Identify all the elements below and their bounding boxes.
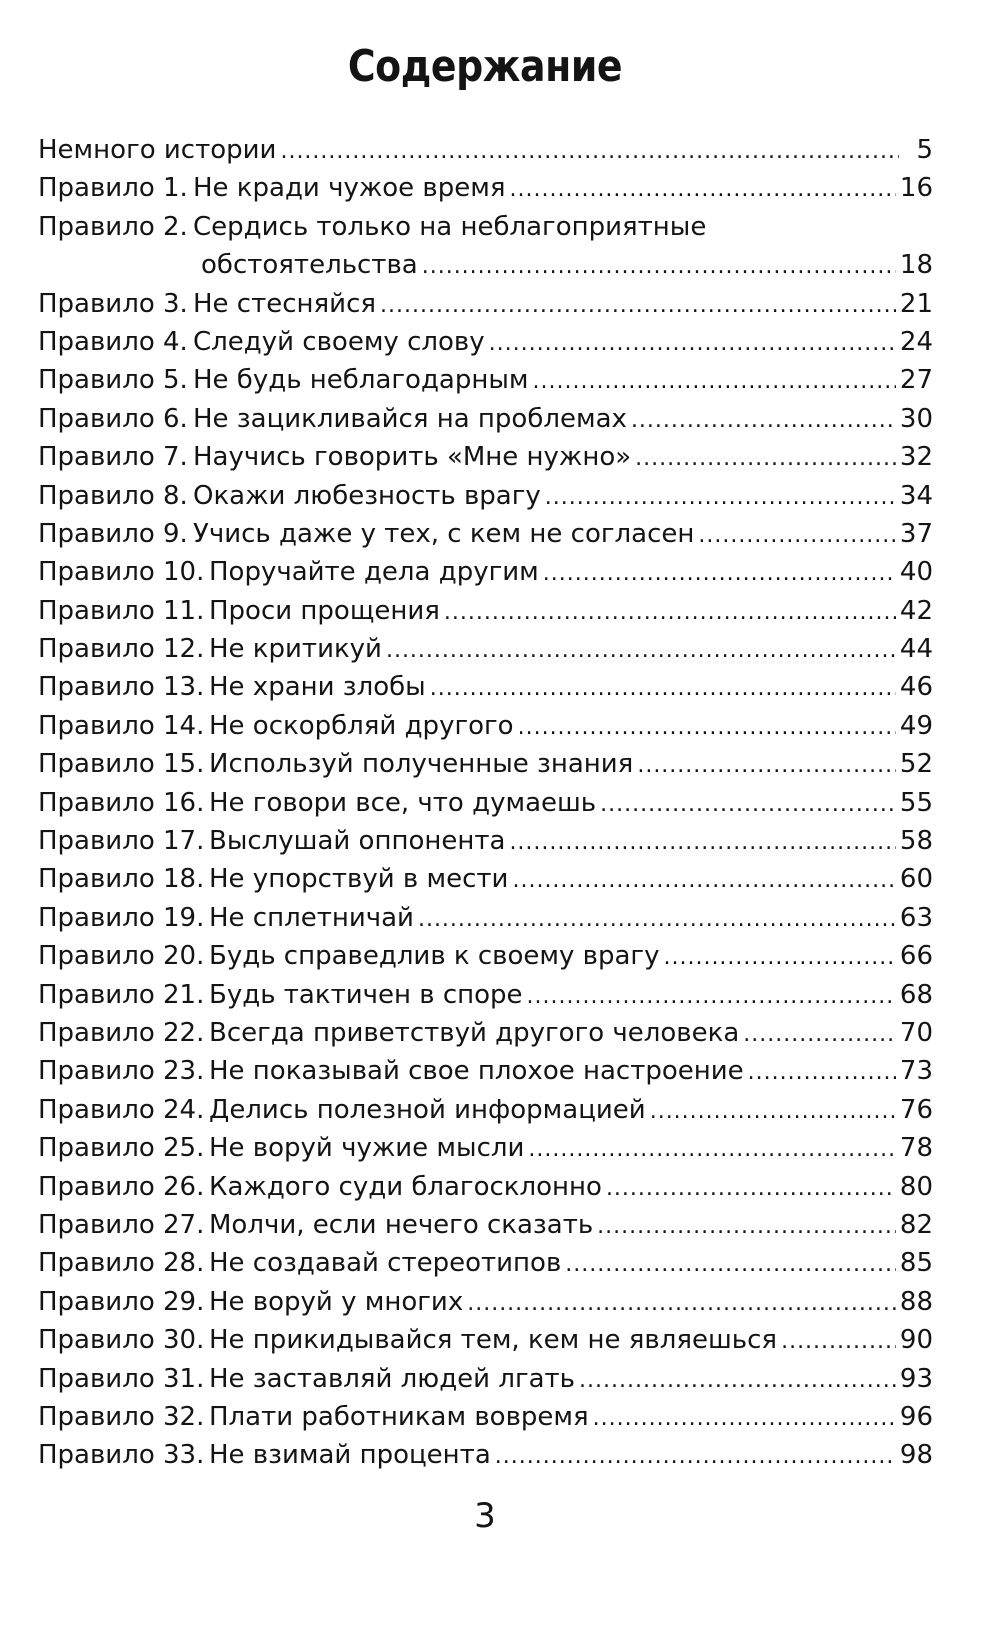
leader-dots — [600, 786, 896, 824]
toc-entry-text: Не храни злобы — [209, 672, 426, 703]
leader-dots — [509, 824, 895, 862]
leader-dots — [518, 709, 896, 747]
toc-entry — [38, 1436, 933, 1474]
leader-dots — [663, 939, 895, 977]
leader-dots — [545, 479, 896, 517]
toc-entry-text: Не стесняйся — [193, 288, 377, 319]
toc-entry-text: Будь тактичен в споре — [209, 979, 523, 1010]
leader-dots — [533, 363, 896, 401]
leader-dots — [748, 1054, 896, 1092]
rule-number: Правило 21. — [38, 979, 205, 1010]
leader-dots — [444, 594, 896, 632]
toc-entry-page: 30 — [899, 403, 933, 434]
leader-dots — [380, 287, 896, 325]
rule-number: Правило 6. — [38, 403, 188, 434]
leader-dots — [528, 1131, 896, 1169]
toc-entry-text: Делись полезной информацией — [209, 1094, 646, 1125]
rule-number: Правило 23. — [38, 1056, 205, 1087]
toc-entry-page: 21 — [899, 288, 933, 319]
toc-entry-text: Следуй своему слову — [193, 326, 485, 357]
toc-entry-page: 46 — [899, 672, 933, 703]
toc-entry — [38, 169, 933, 207]
rule-number: Правило 7. — [38, 442, 188, 473]
leader-dots — [430, 670, 896, 708]
leader-dots — [631, 402, 896, 440]
rule-number: Правило 31. — [38, 1363, 205, 1394]
toc-entry-text: Не взимай процента — [209, 1440, 491, 1471]
toc-entry-text: Используй полученные знания — [209, 749, 634, 780]
toc-entry-text: Выслушай оппонента — [209, 826, 506, 857]
toc-entry-text: Не показывай свое плохое настроение — [209, 1056, 744, 1087]
rule-number: Правило 16. — [38, 787, 205, 818]
leader-dots — [650, 1093, 896, 1131]
toc-entry-page: 76 — [899, 1094, 933, 1125]
toc-entry-page: 85 — [899, 1248, 933, 1279]
rule-number: Правило 32. — [38, 1401, 205, 1432]
toc-entry — [38, 477, 933, 515]
rule-number: Правило 1. — [38, 173, 188, 204]
toc-entry-text: Не говори все, что думаешь — [209, 787, 597, 818]
toc-entry-page: 68 — [899, 979, 933, 1010]
rule-number: Правило 27. — [38, 1209, 205, 1240]
toc-entry — [38, 1244, 933, 1282]
toc-entry-text: Окажи любезность врагу — [193, 480, 541, 511]
leader-dots — [635, 440, 896, 478]
toc-entry-text: Не прикидывайся тем, кем не являешься — [209, 1325, 778, 1356]
toc-entry — [38, 553, 933, 591]
toc-entry-page: 98 — [899, 1440, 933, 1471]
toc-entry — [38, 899, 933, 937]
toc-entry-text: Сердись только на неблагоприятные — [193, 211, 707, 242]
rule-number: Правило 13. — [38, 672, 205, 703]
rule-number: Правило 11. — [38, 595, 205, 626]
toc-entry-page: 16 — [899, 173, 933, 204]
toc-entry-text: Проси прощения — [209, 595, 440, 626]
toc-entry-page: 27 — [899, 365, 933, 396]
rule-number: Правило 14. — [38, 710, 205, 741]
toc-entry-rule-2-continuation — [38, 246, 933, 284]
toc-entry-page: 60 — [899, 864, 933, 895]
toc-entry — [38, 1129, 933, 1167]
toc-entry-page: 90 — [899, 1325, 933, 1356]
toc-entry-text: Не оскорбляй другого — [209, 710, 514, 741]
toc-entry-text: Немного истории — [38, 135, 277, 165]
rule-number: Правило 17. — [38, 826, 205, 857]
rule-number: Правило 25. — [38, 1133, 205, 1164]
toc-entry — [38, 1321, 933, 1359]
toc-entry-rule-2 — [38, 208, 933, 246]
rule-number: Правило 5. — [38, 365, 188, 396]
toc-entry-page: 42 — [899, 595, 933, 626]
rule-number: Правило 22. — [38, 1017, 205, 1048]
toc-entry — [38, 745, 933, 783]
toc-entry-text: Не заставляй людей лгать — [209, 1363, 576, 1394]
rule-number: Правило 4. — [38, 326, 188, 357]
leader-dots — [743, 1016, 896, 1054]
toc-entry — [38, 1283, 933, 1321]
toc-entry-text: Всегда приветствуй другого человека — [209, 1017, 740, 1048]
toc-entry — [38, 438, 933, 476]
table-of-contents — [38, 131, 933, 1475]
page-title: Содержание — [347, 41, 623, 92]
page-number: 3 — [474, 1496, 496, 1536]
toc-entry — [38, 976, 933, 1014]
toc-entry-page: 34 — [899, 480, 933, 511]
toc-entry — [38, 1168, 933, 1206]
toc-entry-text: Не зацикливайся на проблемах — [193, 403, 627, 434]
toc-entry-page: 82 — [899, 1209, 933, 1240]
toc-entry — [38, 361, 933, 399]
leader-dots — [280, 133, 899, 171]
leader-dots — [386, 632, 896, 670]
toc-entry-page: 5 — [916, 135, 933, 165]
toc-entry-page: 58 — [899, 826, 933, 857]
toc-entry-page: 18 — [899, 250, 933, 281]
toc-entry-text: Каждого суди благосклонно — [209, 1171, 602, 1202]
toc-entry-page: 88 — [899, 1286, 933, 1317]
rule-number: Правило 20. — [38, 941, 205, 972]
toc-entry-page: 40 — [899, 557, 933, 588]
leader-dots — [543, 555, 896, 593]
toc-entry-text: Плати работникам вовремя — [209, 1401, 589, 1432]
toc-entry — [38, 1360, 933, 1398]
toc-entry — [38, 707, 933, 745]
leader-dots — [606, 1170, 896, 1208]
toc-entry-text: Учись даже у тех, с кем не согласен — [193, 518, 695, 549]
rule-number: Правило 19. — [38, 902, 205, 933]
toc-entry-page: 63 — [899, 902, 933, 933]
leader-dots — [698, 517, 896, 555]
toc-entry — [38, 1052, 933, 1090]
leader-dots — [565, 1246, 896, 1284]
rule-number: Правило 12. — [38, 634, 205, 665]
toc-entry — [38, 937, 933, 975]
leader-dots — [527, 978, 896, 1016]
leader-dots — [489, 325, 896, 363]
toc-entry-page: 70 — [899, 1017, 933, 1048]
toc-entry — [38, 323, 933, 361]
toc-entry-text: обстоятельства — [201, 250, 418, 281]
toc-entry — [38, 668, 933, 706]
rule-number: Правило 3. — [38, 288, 188, 319]
toc-entry — [38, 860, 933, 898]
rule-number: Правило 10. — [38, 557, 205, 588]
toc-entry-text: Не кради чужое время — [193, 173, 506, 204]
toc-entry-text: Не сплетничай — [209, 902, 414, 933]
toc-entry-page: 49 — [899, 710, 933, 741]
leader-dots — [512, 862, 895, 900]
toc-entry — [38, 822, 933, 860]
toc-entry-page: 73 — [899, 1056, 933, 1087]
leader-dots — [422, 248, 896, 286]
rule-number: Правило 18. — [38, 864, 205, 895]
toc-entry-text: Будь справедлив к своему врагу — [209, 941, 660, 972]
toc-entry-page: 52 — [899, 749, 933, 780]
leader-dots — [467, 1285, 896, 1323]
toc-entry — [38, 400, 933, 438]
rule-number: Правило 2. — [38, 211, 188, 242]
toc-entry-text: Не упорствуй в мести — [209, 864, 509, 895]
rule-number: Правило 28. — [38, 1248, 205, 1279]
leader-dots — [495, 1438, 896, 1476]
rule-number: Правило 9. — [38, 518, 188, 549]
leader-dots — [781, 1323, 896, 1361]
toc-entry-page: 55 — [899, 787, 933, 818]
rule-number: Правило 8. — [38, 480, 188, 511]
toc-entry-page: 93 — [899, 1363, 933, 1394]
toc-entry — [38, 1206, 933, 1244]
toc-entry-page: 24 — [899, 326, 933, 357]
toc-entry-page: 66 — [899, 941, 933, 972]
toc-entry-text: Не будь неблагодарным — [193, 365, 529, 396]
toc-entry-text: Молчи, если нечего сказать — [209, 1209, 594, 1240]
leader-dots — [597, 1208, 896, 1246]
toc-entry-text: Не создавай стереотипов — [209, 1248, 562, 1279]
toc-entry — [38, 1014, 933, 1052]
rule-number: Правило 30. — [38, 1325, 205, 1356]
toc-entry — [38, 515, 933, 553]
toc-entry — [38, 285, 933, 323]
toc-entry-page: 32 — [899, 442, 933, 473]
toc-entry-page: 78 — [899, 1133, 933, 1164]
toc-entry-page: 37 — [899, 518, 933, 549]
rule-number: Правило 15. — [38, 749, 205, 780]
toc-entry-text: Не воруй у многих — [209, 1286, 464, 1317]
toc-entry — [38, 1398, 933, 1436]
toc-entry-text: Поручайте дела другим — [209, 557, 539, 588]
leader-dots — [418, 901, 896, 939]
leader-dots — [593, 1400, 896, 1438]
leader-dots — [637, 747, 896, 785]
toc-entry-text: Не критикуй — [209, 634, 382, 665]
rule-number: Правило 24. — [38, 1094, 205, 1125]
toc-entry-page: 44 — [899, 634, 933, 665]
toc-entry-page: 80 — [899, 1171, 933, 1202]
leader-dots — [510, 171, 896, 209]
toc-entry — [38, 1091, 933, 1129]
toc-entry-text: Не воруй чужие мысли — [209, 1133, 525, 1164]
rule-number: Правило 26. — [38, 1171, 205, 1202]
toc-entry — [38, 784, 933, 822]
leader-dots — [579, 1362, 896, 1400]
rule-number: Правило 33. — [38, 1440, 205, 1471]
toc-entry-intro — [38, 131, 933, 169]
toc-entry — [38, 630, 933, 668]
rule-number: Правило 29. — [38, 1286, 205, 1317]
toc-entry-text: Научись говорить «Мне нужно» — [193, 442, 632, 473]
toc-entry-page: 96 — [899, 1401, 933, 1432]
toc-entry — [38, 592, 933, 630]
